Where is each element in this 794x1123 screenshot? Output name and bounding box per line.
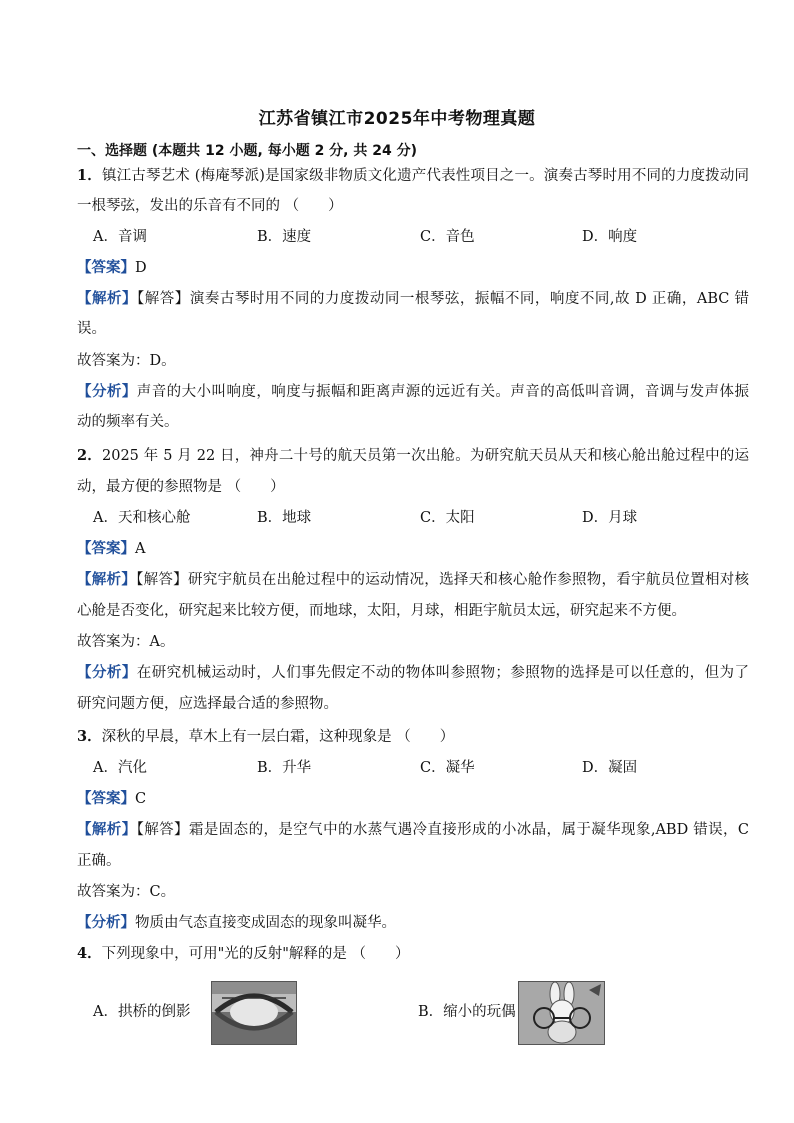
arch-opening (230, 998, 278, 1026)
question-1-answer: 【答案】D (77, 259, 147, 276)
question-2-option-c: C．太阳 (420, 510, 475, 526)
question-1-review-line2: 动的频率有关。 (77, 414, 179, 430)
question-1-option-c: C．音色 (420, 229, 475, 245)
question-2-analysis-line1: 【解析】【解答】研究宇航员在出舱过程中的运动情况，选择天和核心舱作参照物，看宇航员位置相对核 (77, 571, 750, 588)
question-3-option-d: D．凝固 (582, 760, 638, 776)
arch-bridge-illustration (212, 982, 296, 1044)
question-3-answer: 【答案】C (77, 790, 147, 807)
question-1-conclusion: 故答案为：D。 (77, 353, 176, 369)
document-title: 江苏省镇江市2025年中考物理真题 (258, 109, 536, 129)
question-1-option-b: B．速度 (257, 229, 312, 245)
question-3-stem-line1: 3．深秋的早晨，草木上有一层白霜，这种现象是 （ ） (77, 728, 455, 745)
question-2-conclusion: 故答案为：A。 (77, 634, 175, 650)
question-3-option-c: C．凝华 (420, 760, 475, 776)
question-2-option-d: D．月球 (582, 510, 638, 526)
question-3-option-b: B．升华 (257, 760, 312, 776)
question-1-review-line1: 【分析】声音的大小叫响度，响度与振幅和距离声源的远近有关。声音的高低叫音调，音调与发声体振 (77, 383, 750, 400)
question-2-review-line2: 研究问题方便，应选择最合适的参照物。 (77, 696, 338, 712)
question-2-option-b: B．地球 (257, 510, 312, 526)
question-3-option-a: A．汽化 (93, 760, 147, 776)
question-1-option-d: D．响度 (582, 229, 638, 245)
question-2-review-line1: 【分析】在研究机械运动时，人们事先假定不动的物体叫参照物；参照物的选择是可以任意的，但为了 (77, 664, 750, 681)
question-1-analysis-line1: 【解析】【解答】演奏古琴时用不同的力度拨动同一根琴弦，振幅不同，响度不同,故 D 正确，ABC 错 (77, 290, 750, 307)
question-2-option-a: A．天和核心舱 (93, 510, 191, 526)
question-4-option-b: B．缩小的玩偶 (418, 1004, 516, 1020)
question-4-stem-line1: 4．下列现象中，可用"光的反射"解释的是 （ ） (77, 945, 410, 962)
question-1-option-a: A．音调 (93, 229, 147, 245)
question-1-analysis-line2: 误。 (77, 321, 106, 337)
question-2-stem-line2: 动，最方便的参照物是 （ ） (77, 479, 285, 495)
question-1-stem-line2: 一根琴弦，发出的乐音有不同的 （ ） (77, 198, 343, 214)
arch-bridge-reflection-image (211, 981, 297, 1045)
section-heading: 一、选择题 (本题共 12 小题, 每小题 2 分, 共 24 分) (77, 143, 418, 159)
shrunken-toy-image (518, 981, 605, 1045)
question-3-review-line1: 【分析】物质由气态直接变成固态的现象叫凝华。 (77, 914, 396, 931)
question-2-analysis-line2: 心舱是否变化，研究起来比较方便，而地球，太阳，月球，相距宇航员太远，研究起来不方便。 (77, 603, 686, 619)
question-3-analysis-line2: 正确。 (77, 853, 121, 869)
question-2-answer: 【答案】A (77, 540, 146, 557)
toy-rabbit-illustration (519, 982, 604, 1044)
question-2-stem-line1: 2．2025 年 5 月 22 日，神舟二十号的航天员第一次出舱。为研究航天员从天和核心舱出舱过程中的运 (77, 447, 750, 464)
question-3-conclusion: 故答案为：C。 (77, 884, 176, 900)
question-3-analysis-line1: 【解析】【解答】霜是固态的，是空气中的水蒸气遇冷直接形成的小冰晶，属于凝华现象,ABD 错误，C (77, 821, 750, 838)
treeline (212, 982, 296, 994)
question-4-option-a: A．拱桥的倒影 (93, 1004, 191, 1020)
question-1-stem-line1: 1．镇江古琴艺术 (梅庵琴派)是国家级非物质文化遗产代表性项目之一。演奏古琴时用不同的力度拨动同 (77, 167, 750, 184)
